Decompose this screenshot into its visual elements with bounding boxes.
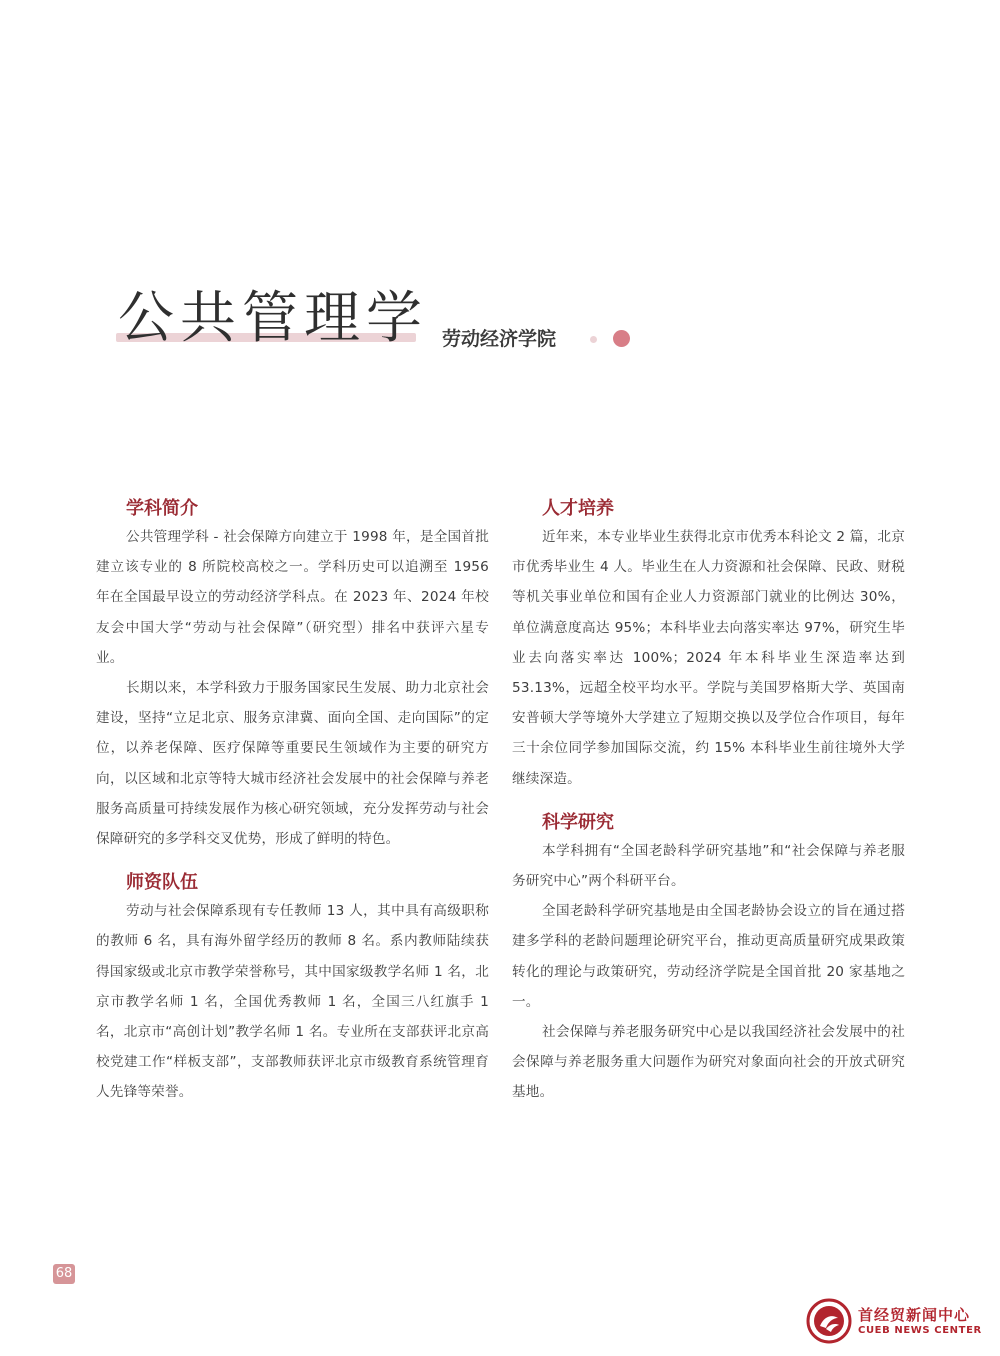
paragraph: 长期以来，本学科致力于服务国家民生发展、助力北京社会建设，坚持“立足北京、服务京津冀、面向全国、走向国际”的定位，以养老保障、医疗保障等重要民生领域作为主要的研究方向，以区域和北京等特大城市经济社会发展中的社会保障与养老服务高质量可持续发展作为核心研究领域，充分发挥劳动与社会保障研究的多学科交叉优势，形成了鲜明的特色。 bbox=[96, 680, 489, 848]
paragraph: 本学科拥有“全国老龄科学研究基地”和“社会保障与养老服务研究中心”两个科研平台。 bbox=[512, 842, 905, 890]
paragraph: 全国老龄科学研究基地是由全国老龄协会设立的旨在通过搭建多学科的老龄问题理论研究平台，推动更高质量研究成果政策转化的理论与政策研究，劳动经济学院是全国首批 20 家基地之一。 bbox=[512, 903, 905, 1010]
section-research bbox=[512, 810, 905, 1108]
left-column bbox=[96, 496, 489, 1124]
large-dot-decoration bbox=[613, 330, 630, 347]
page-title: 公共管理学 bbox=[118, 286, 428, 351]
logo-chinese-text: 首经贸新闻中心 bbox=[858, 1306, 971, 1324]
section-heading: 师资队伍 bbox=[126, 872, 198, 894]
section-talent-training bbox=[512, 496, 905, 794]
section-heading: 科学研究 bbox=[542, 811, 614, 833]
section-faculty bbox=[96, 870, 489, 1107]
news-center-seal-icon bbox=[806, 1298, 852, 1344]
paragraph: 公共管理学科 - 社会保障方向建立于 1998 年，是全国首批建立该专业的 8 所院校高校之一。学科历史可以追溯至 1956 年在全国最早设立的劳动经济学科点。在 2023 年、2024 年校友会中国大学“劳动与社会保障”（研究型）排名中获评六星专业。 bbox=[96, 529, 489, 666]
logo-english-text: CUEB NEWS CENTER bbox=[858, 1325, 982, 1336]
paragraph: 社会保障与养老服务研究中心是以我国经济社会发展中的社会保障与养老服务重大问题作为研究对象面向社会的开放式研究基地。 bbox=[512, 1024, 905, 1101]
page-header bbox=[116, 286, 676, 360]
section-discipline-intro bbox=[96, 496, 489, 854]
paragraph: 劳动与社会保障系现有专任教师 13 人，其中具有高级职称的教师 6 名，具有海外留学经历的教师 8 名。系内教师陆续获得国家级或北京市教学荣誉称号，其中国家级教学名师 1 名，北京市教学名师 1 名，全国优秀教师 1 名，全国三八红旗手 1 名，北京市“高创计划”教学名师 1 名。专业所在支部获评北京高校党建工作“样板支部”，支部教师获评北京市级教育系统管理育人先锋等荣誉。 bbox=[96, 903, 489, 1101]
news-center-logo bbox=[806, 1298, 991, 1346]
paragraph: 近年来，本专业毕业生获得北京市优秀本科论文 2 篇，北京市优秀毕业生 4 人。毕业生在人力资源和社会保障、民政、财税等机关事业单位和国有企业人力资源部门就业的比例达 30%，单位满意度高达 95%；本科毕业去向落实率达 97%，研究生毕业去向落实率达 100%；2024 年本科毕业生深造率达到 53.13%，远超全校平均水平。学院与美国罗格斯大学、英国南安普顿大学等境外大学建立了短期交换以及学位合作项目，每年三十余位同学参加国际交流，约 15% 本科毕业生前往境外大学继续深造。 bbox=[512, 529, 905, 787]
section-heading: 人才培养 bbox=[542, 498, 614, 519]
section-heading: 学科简介 bbox=[126, 498, 198, 519]
right-column bbox=[512, 496, 905, 1124]
page-number: 68 bbox=[53, 1264, 75, 1284]
small-dot-decoration bbox=[590, 336, 597, 343]
page-subtitle: 劳动经济学院 bbox=[442, 328, 557, 350]
